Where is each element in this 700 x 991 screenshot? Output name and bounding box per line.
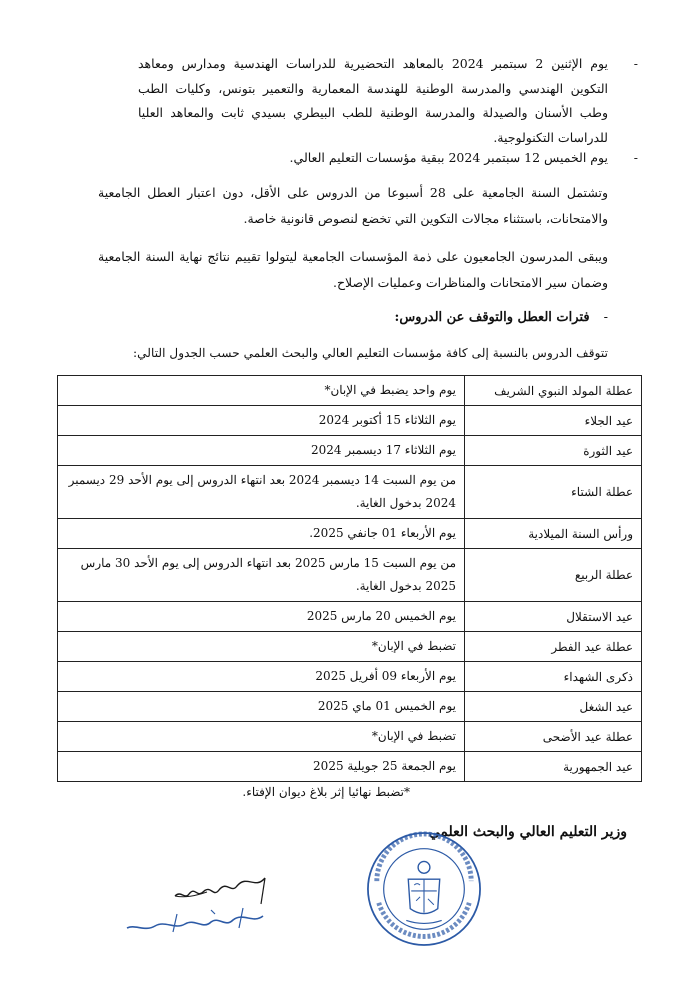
handwritten-signature-icon: [115, 868, 275, 938]
table-row: [58, 632, 642, 662]
bullet-text: يوم الإثنين 2 سبتمبر 2024 بالمعاهد التحضيرية للدراسات الهندسية ومدارس ومعاهد التكوين الهندسي والمدرسة الوطنية للهندسة المعمارية والتعمير بتونس، وكليات الطب وطب الأسنان والصيدلة والمدرسة الوطنية للطب البيطري بسيدي ثابت والمعاهد العليا للدراسات التكنولوجية.: [138, 56, 608, 145]
bullet-dash: -: [633, 150, 638, 165]
table-row: [58, 722, 642, 752]
ministry-seal-icon: [365, 830, 483, 948]
table-intro: تتوقف الدروس بالنسبة إلى كافة مؤسسات التعليم العالي والبحث العلمي حسب الجدول التالي:: [133, 346, 608, 360]
holiday-name: عيد الثورة: [465, 436, 642, 466]
bullet-item-2: [138, 146, 638, 171]
holiday-name: ورأس السنة الميلادية: [465, 519, 642, 549]
table-row: [58, 752, 642, 782]
holiday-date: يوم الثلاثاء 15 أكتوبر 2024: [58, 406, 465, 436]
table-row: [58, 376, 642, 406]
table-row: [58, 436, 642, 466]
footnote: *تضبط نهائيا إثر بلاغ ديوان الإفتاء.: [242, 785, 410, 799]
holiday-date: يوم واحد يضبط في الإبان*: [58, 376, 465, 406]
holiday-name: عطلة عيد الأضحى: [465, 722, 642, 752]
holiday-date: من يوم السبت 15 مارس 2025 بعد انتهاء الدروس إلى يوم الأحد 30 مارس 2025 بدخول الغاية.: [58, 549, 465, 602]
holiday-name: عيد الجمهورية: [465, 752, 642, 782]
signatory-title: وزير التعليم العالي والبحث العلمي: [428, 824, 627, 840]
holiday-name: عطلة عيد الفطر: [465, 632, 642, 662]
holiday-date: يوم الأربعاء 01 جانفي 2025.: [58, 519, 465, 549]
section-heading-text: فترات العطل والتوقف عن الدروس:: [394, 310, 590, 325]
paragraph-teachers: ويبقى المدرسون الجامعيون على ذمة المؤسسات الجامعية ليتولوا تقييم نتائج نهاية السنة الجامعية وضمان سير الامتحانات والمناظرات وعمليات الإصلاح.: [98, 249, 608, 290]
holiday-date: تضبط في الإبان*: [58, 632, 465, 662]
holiday-date: يوم الأربعاء 09 أفريل 2025: [58, 662, 465, 692]
bullet-dash: -: [633, 56, 638, 71]
holidays-table: [57, 375, 642, 782]
table-row: [58, 549, 642, 602]
holiday-date: من يوم السبت 14 ديسمبر 2024 بعد انتهاء الدروس إلى يوم الأحد 29 ديسمبر 2024 بدخول الغاية.: [58, 466, 465, 519]
table-row: [58, 602, 642, 632]
holiday-date: يوم الخميس 20 مارس 2025: [58, 602, 465, 632]
holiday-name: عيد الجلاء: [465, 406, 642, 436]
holiday-name: عيد الشغل: [465, 692, 642, 722]
holiday-name: ذكرى الشهداء: [465, 662, 642, 692]
bullet-text: يوم الخميس 12 سبتمبر 2024 ببقية مؤسسات التعليم العالي.: [289, 150, 608, 165]
holiday-date: يوم الثلاثاء 17 ديسمبر 2024: [58, 436, 465, 466]
holiday-name: عطلة الشتاء: [465, 466, 642, 519]
holiday-date: يوم الجمعة 25 جويلية 2025: [58, 752, 465, 782]
heading-dash: -: [603, 310, 608, 325]
holiday-date: تضبط في الإبان*: [58, 722, 465, 752]
holiday-name: عطلة الربيع: [465, 549, 642, 602]
holiday-name: عيد الاستقلال: [465, 602, 642, 632]
section-heading: [108, 310, 608, 325]
table-row: [58, 662, 642, 692]
table-row: [58, 692, 642, 722]
holiday-date: يوم الخميس 01 ماي 2025: [58, 692, 465, 722]
table-row: [58, 406, 642, 436]
paragraph-weeks: وتشتمل السنة الجامعية على 28 أسبوعا من الدروس على الأقل، دون اعتبار العطل الجامعية والامتحانات، باستثناء مجالات التكوين التي تخضع لنصوص قانونية خاصة.: [98, 185, 608, 226]
bullet-item-1: [138, 52, 638, 150]
table-row: [58, 519, 642, 549]
table-row: [58, 466, 642, 519]
holiday-name: عطلة المولد النبوي الشريف: [465, 376, 642, 406]
